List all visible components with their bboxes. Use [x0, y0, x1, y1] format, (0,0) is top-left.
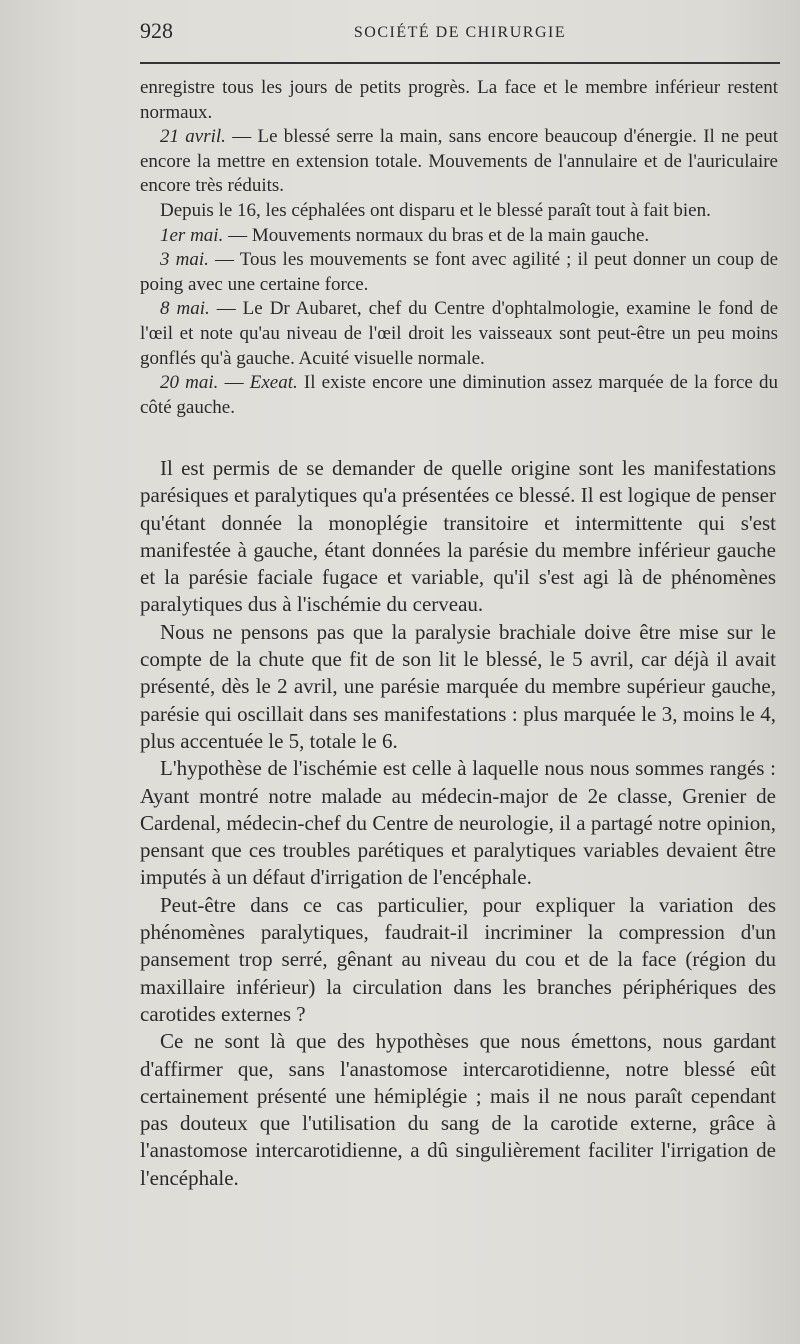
- paragraph: Il est permis de se demander de quelle origine sont les manifestations parésiques et paralytiques qu'a présentées ce blessé. Il est logique de penser qu'étant donnée la monoplégie transitoire et intermittente qui s'est manifestée à gauche, étant données la parésie du membre inférieur gauche et la parésie faciale fugace et variable, qu'il s'est agi là de phénomènes paralytiques dus à l'ischémie du cerveau.: [140, 456, 776, 617]
- entry-date: 1er mai.: [160, 224, 224, 246]
- entry-text: Depuis le 16, les céphalées ont disparu et le blessé paraît tout à fait bien.: [160, 199, 711, 221]
- paragraph: Nous ne pensons pas que la paralysie brachiale doive être mise sur le compte de la chute que fit de son lit le blessé, le 5 avril, car déjà il avait présenté, dès le 2 avril, une parésie marquée du membre supérieur gauche, parésie qui oscillait dans ses manifestations : plus marquée le 3, moins le 4, plus accentuée le 5, totale le 6.: [140, 619, 776, 753]
- entry-text: Il existe encore une diminution assez marquée de la force du côté gauche.: [140, 372, 778, 418]
- entry-text: — Le Dr Aubaret, chef du Centre d'ophtalmologie, examine le fond de l'œil et note qu'au niveau de l'œil droit les vaisseaux sont peut-être un peu moins gonflés qu'à gauche. Acuité visuelle normale.: [140, 298, 779, 369]
- entry-text: — Le blessé serre la main, sans encore beaucoup d'énergie. Il ne peut encore la mettre en extension totale. Mouvements de l'annulaire et de l'auriculaire encore très réduits.: [140, 126, 778, 197]
- paragraph: L'hypothèse de l'ischémie est celle à laquelle nous nous sommes rangés : Ayant montré notre malade au médecin-major de 2e classe, Grenier de Cardenal, médecin-chef du Centre de neurologie, il a partagé notre opinion, pensant que ces troubles parétiques et paralytiques variables devaient être imputés à un défaut d'irrigation de l'encéphale.: [140, 756, 776, 890]
- journal-entry: 20 mai. — Exeat. Il existe encore une diminution assez marquée de la force du côté gauche.: [140, 372, 778, 418]
- journal-intro: enregistre tous les jours de petits progrès. La face et le membre inférieur restent normaux.: [140, 77, 778, 123]
- case-journal: [140, 76, 778, 420]
- journal-entry: [140, 125, 778, 199]
- entry-text: — Tous les mouvements se font avec agilité ; il peut donner un coup de poing avec une certaine force.: [140, 249, 779, 295]
- journal-entry: [140, 297, 778, 371]
- running-head: SOCIÉTÉ DE CHIRURGIE: [353, 24, 567, 41]
- journal-entry: [140, 224, 778, 249]
- paragraph: Ce ne sont là que des hypothèses que nous émettons, nous gardant d'affirmer que, sans l'anastomose intercarotidienne, notre blessé eût certainement présenté une hémiplégie ; mais il ne nous paraît cependant pas douteux que l'utilisation du sang de la carotide externe, grâce à l'anastomose intercarotidienne, a dû singulièrement faciliter l'irrigation de l'encéphale.: [140, 1029, 776, 1190]
- entry-date: 3 mai.: [160, 249, 209, 271]
- exeat-label: Exeat.: [249, 372, 298, 394]
- journal-entry: [140, 248, 778, 297]
- paragraph: Peut-être dans ce cas particulier, pour expliquer la variation des phénomènes paralytiques, faudrait-il incriminer la compression d'un pansement trop serré, gênant au niveau du cou et de la face (région du maxillaire inférieur) la circulation dans les branches périphériques des carotides externes ?: [140, 892, 776, 1026]
- journal-entry: [140, 199, 778, 224]
- entry-date: 21 avril.: [160, 126, 226, 148]
- entry-date: 8 mai.: [160, 298, 210, 320]
- entry-text: — Mouvements normaux du bras et de la main gauche.: [223, 224, 650, 246]
- page-header: [140, 14, 760, 50]
- entry-date: 20 mai.: [160, 372, 219, 394]
- discussion-text: [140, 455, 776, 1192]
- page-number: 928: [140, 18, 173, 43]
- header-rule: [140, 62, 780, 64]
